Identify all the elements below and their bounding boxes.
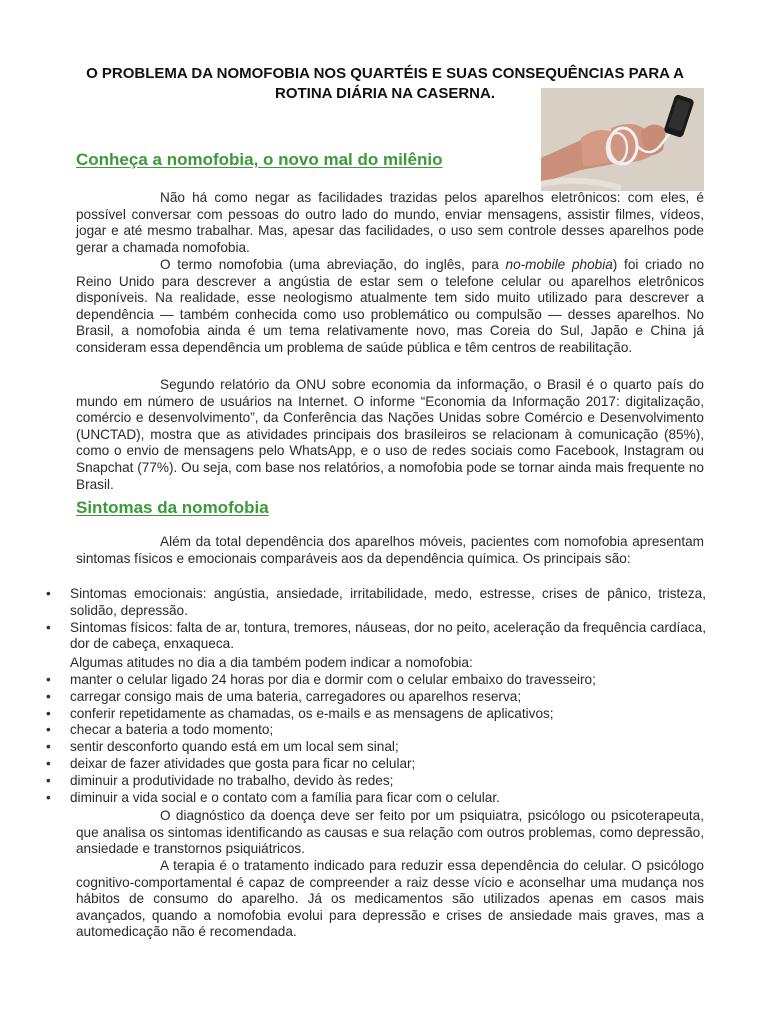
section-heading-sintomas: Sintomas da nomofobia — [76, 498, 269, 517]
list-item: • Sintomas físicos: falta de ar, tontura, tremores, náuseas, dor no peito, aceleração da frequência cardíaca, dor de cabeça, enxaqueca. — [46, 620, 706, 654]
document-title: O PROBLEMA DA NOMOFOBIA NOS QUARTÉIS E SUAS CONSEQUÊNCIAS PARA A ROTINA DIÁRIA NA CASERNA. — [86, 65, 684, 102]
paragraph-diagnosis-text: O diagnóstico da doença deve ser feito por um psiquiatra, psicólogo ou psicoterapeuta, que analisa os sintomas identificando as causas e sua relação com outros problemas, como depressão, ansiedade e transtornos psiquiátricos. — [76, 808, 704, 857]
list-item: • carregar consigo mais de uma bateria, carregadores ou aparelhos reserva; — [46, 689, 706, 706]
paragraph-symptoms-intro-text: Além da total dependência dos aparelhos móveis, pacientes com nomofobia apresentam sintomas físicos e emocionais comparáveis aos da dependência química. Os principais são: — [76, 534, 704, 566]
attitudes-intro: Algumas atitudes no dia a dia também podem indicar a nomofobia: — [70, 655, 473, 670]
paragraph-intro-text: Não há como negar as facilidades trazidas pelos aparelhos eletrônicos: com eles, é possível conversar com pessoas do outro lado do mundo, enviar mensagens, assistir filmes, vídeos, jogar e até mesmo trabalhar. Mas, apesar das facilidades, o uso sem controle desses aparelhos pode gerar a chamada nomofobia. — [76, 190, 704, 255]
paragraph-term-b: ) foi criado no Reino Unido para descrever a angústia de estar sem o telefone celular ou aparelhos eletrônicos disponíveis. Na realidade, esse neologismo atualmente tem sido muito utilizado para descrever a dependência — também conhecida como uso problemático ou compulsão — desses aparelhos. No Brasil, a nomofobia ainda é um tema relativamente novo, mas Coreia do Sul, Japão e China já consideram essa dependência um problema de saúde pública e têm centros de reabilitação. — [76, 257, 705, 355]
paragraph-diagnosis — [76, 808, 704, 858]
paragraph-term-a: O termo nomofobia (uma abreviação, do inglês, para — [160, 257, 506, 272]
attitudes-list — [46, 672, 706, 806]
paragraph-therapy — [76, 858, 704, 941]
paragraph-term — [76, 257, 704, 357]
list-item: • manter o celular ligado 24 horas por dia e dormir com o celular embaixo do travesseiro; — [46, 672, 706, 689]
list-item: • sentir desconforto quando está em um local sem sinal; — [46, 739, 706, 756]
paragraph-therapy-text: A terapia é o tratamento indicado para reduzir essa dependência do celular. O psicólogo cognitivo-comportamental é capaz de compreender a raiz desse vício e aconselhar uma mudança nos hábitos de consumo do aparelho. Já os medicamentos são utilizados apenas em casos mais avançados, quando a nomofobia evolui para depressão e crises de ansiedade mais graves, mas a automedicação não é recomendada. — [76, 858, 704, 940]
section-heading-nomofobia: Conheça a nomofobia, o novo mal do milênio — [76, 150, 443, 169]
paragraph-symptoms-intro — [76, 534, 704, 567]
paragraph-onu-text: Segundo relatório da ONU sobre economia da informação, o Brasil é o quarto país do mundo em número de usuários na Internet. O informe “Economia da Informação 2017: digitalização, comércio e desenvolvimento”, da Conferência das Nações Unidas sobre Comércio e Desenvolvimento (UNCTAD), mostra que as atividades principais dos brasileiros se relacionam à comunicação (85%), como o envio de mensagens pelo WhatsApp, e o uso de redes sociais como Facebook, Instagram ou Snapchat (77%). Ou seja, com base nos relatórios, a nomofobia pode se tornar ainda mais frequente no Brasil. — [76, 377, 704, 492]
list-item: • checar a bateria a todo momento; — [46, 722, 706, 739]
hands-tied-phone-photo — [541, 88, 704, 191]
paragraph-onu — [76, 377, 704, 493]
list-item: • diminuir a vida social e o contato com a família para ficar com o celular. — [46, 790, 706, 807]
list-item: • Sintomas emocionais: angústia, ansiedade, irritabilidade, medo, estresse, crises de pânico, tristeza, solidão, depressão. — [46, 586, 706, 620]
list-item: • conferir repetidamente as chamadas, os e-mails e as mensagens de aplicativos; — [46, 706, 706, 723]
paragraph-intro — [76, 190, 704, 256]
list-item: • deixar de fazer atividades que gosta para ficar no celular; — [46, 756, 706, 773]
symptoms-list — [46, 586, 706, 653]
list-item: • diminuir a produtividade no trabalho, devido às redes; — [46, 773, 706, 790]
paragraph-term-emphasis: no-mobile phobia — [505, 257, 613, 272]
